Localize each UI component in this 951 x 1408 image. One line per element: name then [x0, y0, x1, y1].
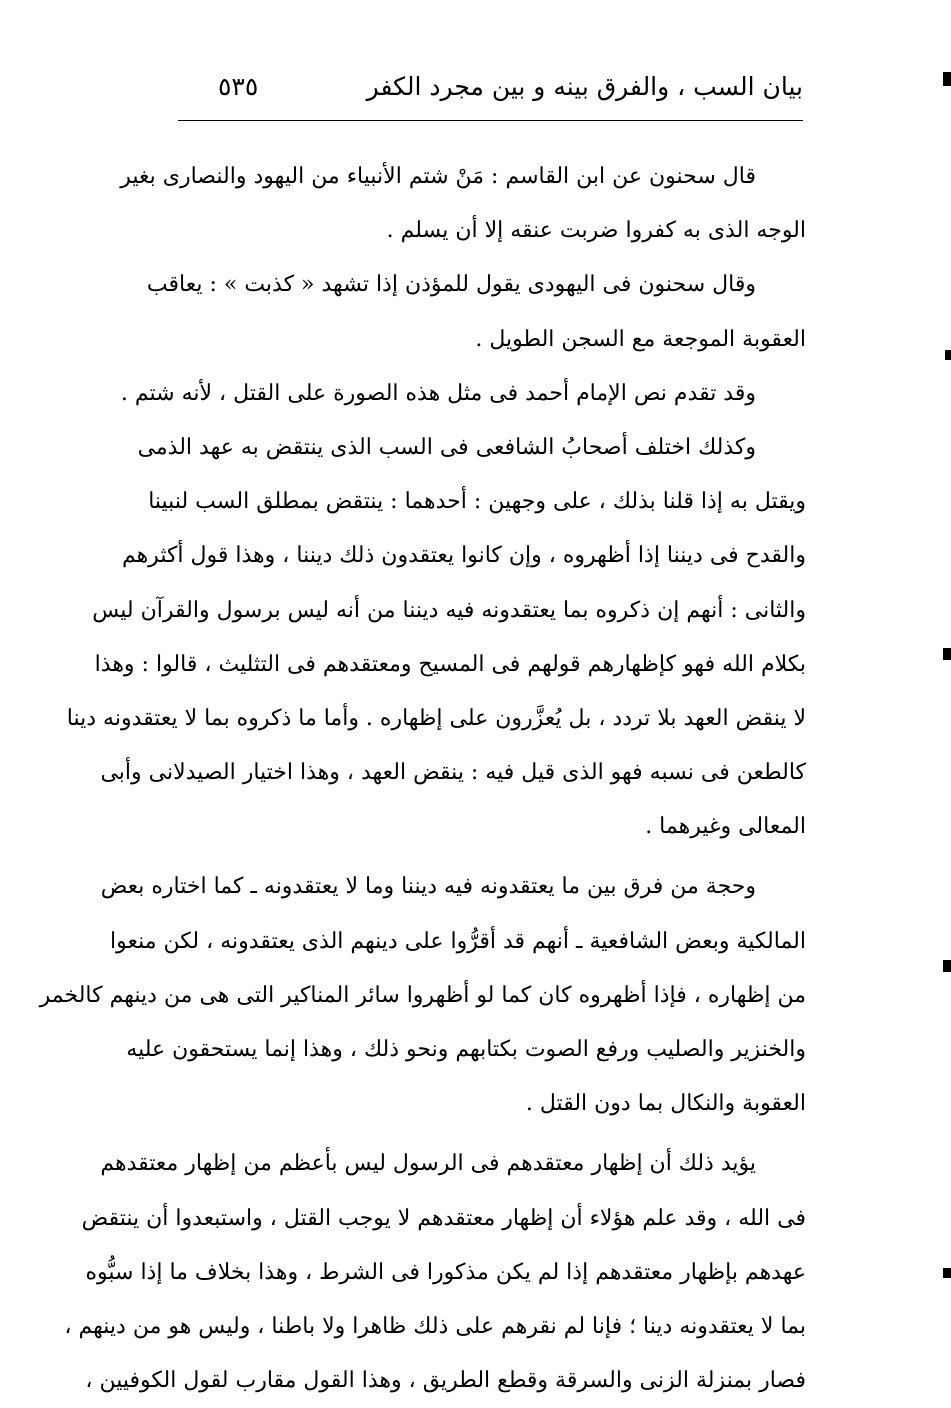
- text-line: العقوبة الموجعة مع السجن الطويل .: [475, 326, 806, 352]
- scan-edge-mark: [945, 350, 951, 360]
- paragraph: [146, 258, 806, 366]
- text-line: العقوبة والنكال بما دون القتل .: [525, 1091, 806, 1117]
- text-line: بما لا يعتقدونه دينا ؛ فإنا لم نقرهم على ذلك ظاهرا ولا باطنا ، وليس هو من دينهم ،: [64, 1313, 806, 1339]
- text-line: عهدهم بإظهار معتقدهم إذا لم يكن مذكورا فى الشرط ، وهذا بخلاف ما إذا سبُّوه: [85, 1259, 806, 1285]
- text-line: الوجه الذى به كفروا ضربت عنقه إلا أن يسلم .: [386, 218, 806, 244]
- text-line: المعالى وغيرهما .: [645, 814, 806, 840]
- text-line: ويقتل به إذا قلنا بذلك ، على وجهين : أحدهما : ينتقض بمطلق السب لنبينا: [148, 489, 806, 515]
- scan-edge-mark: [943, 1268, 951, 1278]
- text-line: والقدح فى ديننا إذا أظهروه ، وإن كانوا يعتقدون ذلك ديننا ، وهذا قول أكثرهم: [121, 543, 806, 569]
- text-line: وكذلك اختلف أصحابُ الشافعى فى السب الذى ينتقض به عهد الذمى: [137, 434, 756, 460]
- text-line: يؤيد ذلك أن إظهار معتقدهم فى الرسول ليس بأعظم من إظهار معتقدهم: [100, 1151, 756, 1177]
- scan-edge-mark: [943, 960, 951, 972]
- text-line: وقد تقدم نص الإمام أحمد فى مثل هذه الصورة على القتل ، لأنه شتم .: [120, 380, 756, 406]
- text-line: من إظهاره ، فإذا أظهروه كان كما لو أظهروا سائر المناكير التى هى من دينهم كالخمر: [39, 982, 806, 1008]
- paragraph: [120, 150, 806, 258]
- text-line: والخنزير والصليب ورفع الصوت بكتابهم ونحو ذلك ، وهذا إنما يستحقون عليه: [126, 1037, 806, 1062]
- text-line: والثانى : أنهم إن ذكروه بما يعتقدونه فيه ديننا من أنه ليس برسول والقرآن ليس: [92, 597, 806, 623]
- scan-edge-mark: [943, 72, 951, 86]
- text-line: كالطعن فى نسبه فهو الذى قيل فيه : ينقض العهد ، وهذا اختيار الصيدلانى وأبى: [100, 760, 806, 786]
- text-line: فى الله ، وقد علم هؤلاء أن إظهار معتقدهم لا يوجب القتل ، واستبعدوا أن ينتقض: [81, 1205, 806, 1231]
- page-header: [178, 66, 803, 116]
- text-line: فصار بمنزلة الزنى والسرقة وقطع الطريق ، وهذا القول مقارب لقول الكوفيين ،: [85, 1368, 806, 1394]
- paragraph: [64, 1137, 806, 1408]
- body-text: [39, 150, 806, 1408]
- text-line: قال سحنون عن ابن القاسم : مَنْ شتم الأنبياء من اليهود والنصارى بغير: [120, 164, 756, 189]
- paragraph: [66, 421, 806, 855]
- scan-edge-mark: [943, 648, 951, 660]
- text-line: وحجة من فرق بين ما يعتقدونه فيه ديننا وما لا يعتقدونه ـ كما اختاره بعض: [100, 874, 756, 900]
- page-number: ٥٣٥: [218, 72, 259, 101]
- paragraph: [120, 367, 806, 421]
- running-title: بيان السب ، والفرق بينه و بين مجرد الكفر: [366, 72, 803, 101]
- text-line: بكلام الله فهو كإظهارهم قولهم فى المسيح ومعتقدهم فى التثليث ، قالوا : وهذا: [94, 651, 806, 677]
- text-line: وقال سحنون فى اليهودى يقول للمؤذن إذا تشهد « كذبت » : يعاقب: [146, 272, 756, 298]
- paragraph: [39, 860, 806, 1131]
- text-line: لا ينقض العهد بلا تردد ، بل يُعزَّرون على إظهاره . وأما ما ذكروه بما لا يعتقدونه دينا: [66, 705, 806, 731]
- text-line: المالكية وبعض الشافعية ـ أنهم قد أقرُّوا على دينهم الذى يعتقدونه ، لكن منعوا: [110, 928, 806, 954]
- header-rule: [178, 120, 803, 121]
